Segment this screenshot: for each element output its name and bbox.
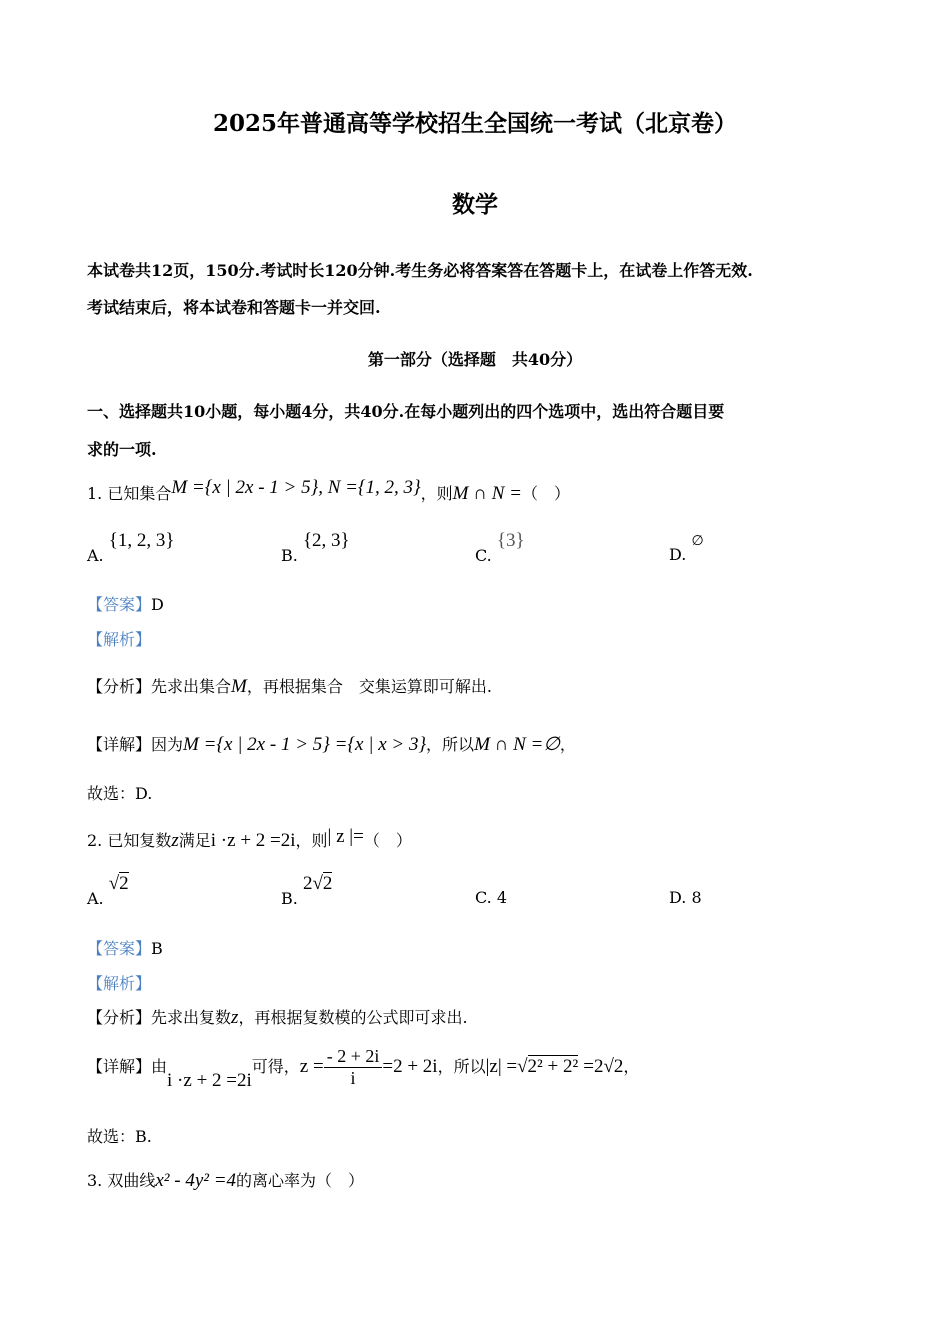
q-text: 满足 xyxy=(178,831,211,850)
math: z = xyxy=(299,1056,324,1077)
question-3 xyxy=(87,1168,364,1192)
option-b xyxy=(281,530,350,565)
exam-title: 2025年普通高等学校招生全国统一考试（北京卷） xyxy=(212,110,737,137)
section-heading: 一、选择题共10小题，每小题4分，共40分.在每小题列出的四个选项中，选出符合题目要 xyxy=(87,402,725,421)
option-b: B. 2√2 xyxy=(281,873,333,908)
answer-label: 【答案】 xyxy=(87,939,152,958)
text: ，所以 xyxy=(437,1057,486,1076)
math: z xyxy=(231,1007,239,1028)
math: x² - 4y² =4 xyxy=(155,1170,237,1191)
q-math: M ={x | 2x - 1 > 5}, N ={1, 2, 3} xyxy=(171,477,421,498)
math: i ·z + 2 =2i xyxy=(210,830,296,851)
part-heading: 第一部分（选择题 共40分） xyxy=(367,350,583,369)
q-text: ，则 xyxy=(295,831,328,850)
option-label: C. xyxy=(475,546,492,565)
intro-line: 本试卷共12页，150分.考试时长120分钟.考生务必将答案答在答题卡上，在试卷上作答无效. xyxy=(87,261,753,280)
option-value: 2 xyxy=(322,873,333,894)
detail-label: 【详解】 xyxy=(87,735,152,754)
option-value: {3} xyxy=(496,530,525,551)
section-heading: 求的一项. xyxy=(87,440,157,459)
text: ，所以 xyxy=(426,735,475,754)
detail-label: 【详解】 xyxy=(87,1057,152,1076)
fenxi-label: 【分析】 xyxy=(87,677,152,696)
subject-title: 数学 xyxy=(452,191,498,218)
q-math: M ∩ N = xyxy=(452,483,522,504)
text: 先求出复数 xyxy=(151,1008,232,1027)
q-text: 2. 已知复数 xyxy=(87,831,172,850)
math: i ·z + 2 =2i xyxy=(167,1070,252,1091)
math: M xyxy=(231,676,247,697)
numerator: - 2 + 2i xyxy=(324,1046,383,1068)
option-a xyxy=(87,530,175,565)
radicand: 2² + 2² xyxy=(527,1056,579,1077)
choose-line: 故选：D. xyxy=(87,784,153,803)
option-label: C. xyxy=(475,888,492,907)
question-2 xyxy=(87,828,412,852)
math: |z| = xyxy=(485,1056,518,1077)
option-label: D. xyxy=(669,545,687,564)
q-paren: （ ） xyxy=(521,484,570,503)
option-label: A. xyxy=(87,889,104,908)
q-paren: （ ） xyxy=(363,831,412,850)
fenxi-label: 【分析】 xyxy=(87,1008,152,1027)
text: 由 xyxy=(151,1057,168,1076)
text: ，再根据集合 交集运算即可解出. xyxy=(246,677,492,696)
answer-label: 【答案】 xyxy=(87,595,152,614)
detail-line xyxy=(87,732,576,756)
option-value: 4 xyxy=(496,888,508,907)
math: z xyxy=(171,830,179,851)
analysis-line xyxy=(87,674,492,698)
option-label: B. xyxy=(281,889,298,908)
option-value: 2 xyxy=(119,873,129,894)
q-text: 1. 已知集合 xyxy=(87,484,172,503)
q-text: ，则 xyxy=(420,484,453,503)
q-text: 的离心率为（ ） xyxy=(236,1171,365,1190)
question-1 xyxy=(87,477,570,505)
option-label: A. xyxy=(87,546,104,565)
text: ， xyxy=(559,735,576,754)
analysis-label: 【解析】 xyxy=(87,630,152,649)
text: ，再根据复数模的公式即可求出. xyxy=(238,1008,468,1027)
option-d xyxy=(669,888,702,907)
option-a: A. √2 xyxy=(87,873,129,908)
math: =2 + 2i xyxy=(382,1056,438,1077)
math: | z |= xyxy=(327,826,364,847)
text: 因为 xyxy=(151,735,184,754)
detail-line: 【详解】由i ·z + 2 =2i可得，z = $\frac{- 2 + 2i}{i}$ =2 + 2i，所以|z| =√2² + 2² =2√2， xyxy=(87,1046,640,1091)
intro-line: 考试结束后，将本试卷和答题卡一并交回. xyxy=(87,298,381,317)
option-c xyxy=(475,888,507,907)
math: =2√2 xyxy=(583,1056,624,1077)
fraction xyxy=(324,1046,383,1089)
option-c xyxy=(475,530,525,565)
denominator: i xyxy=(350,1068,356,1088)
answer-line xyxy=(87,592,164,615)
option-value: {2, 3} xyxy=(302,530,350,551)
answer-line xyxy=(87,936,163,959)
option-value: 8 xyxy=(691,888,702,907)
analysis-label: 【解析】 xyxy=(87,974,152,993)
coef: 2 xyxy=(302,873,313,894)
option-label: D. xyxy=(669,888,687,907)
option-value: {1, 2, 3} xyxy=(108,530,175,551)
math: M ={x | 2x - 1 > 5} ={x | x > 3} xyxy=(183,734,427,755)
text: 可得， xyxy=(251,1057,300,1076)
option-value: ∅ xyxy=(691,533,704,549)
answer-value: B xyxy=(151,939,163,958)
answer-value: D xyxy=(151,595,164,614)
option-d xyxy=(669,530,704,564)
option-label: B. xyxy=(281,546,298,565)
text: ， xyxy=(623,1057,640,1076)
q-text: 3. 双曲线 xyxy=(87,1171,156,1190)
text: 先求出集合 xyxy=(151,677,232,696)
math: M ∩ N =∅ xyxy=(474,734,560,755)
choose-line: 故选：B. xyxy=(87,1127,152,1146)
analysis-line xyxy=(87,1005,468,1029)
